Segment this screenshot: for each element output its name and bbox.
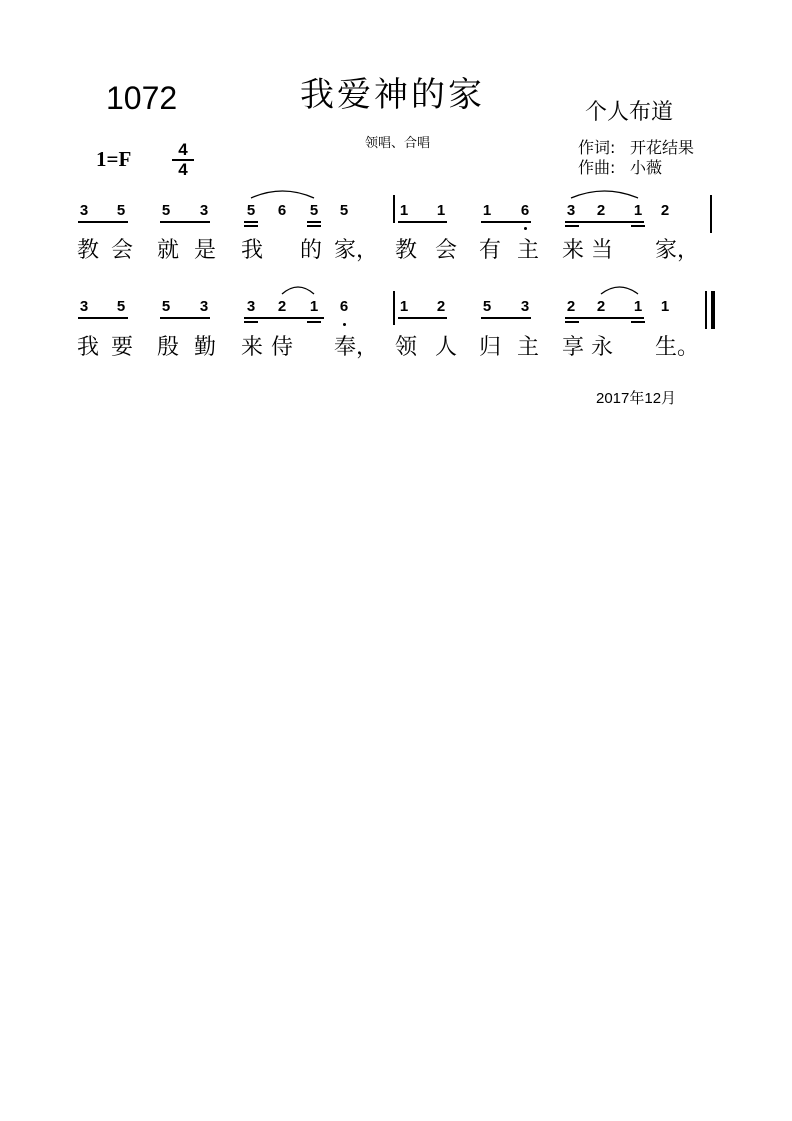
composer-label: 作曲: xyxy=(578,158,616,177)
lyric-char: 领 xyxy=(395,335,418,360)
beam-line-double xyxy=(565,225,579,227)
note: 2 xyxy=(660,202,670,219)
date: 2017年12月 xyxy=(596,390,677,407)
beam-line-double xyxy=(307,321,321,323)
note: 1 xyxy=(660,298,670,315)
beam-line-double xyxy=(631,225,645,227)
beam-line xyxy=(481,317,531,319)
note: 3 xyxy=(79,202,89,219)
note: 1 xyxy=(482,202,492,219)
beam-line xyxy=(160,317,210,319)
lyric-char: 我 xyxy=(77,335,100,360)
note: 3 xyxy=(566,202,576,219)
performance-note: 领唱、合唱 xyxy=(365,136,431,151)
beam-line xyxy=(78,317,128,319)
note: 5 xyxy=(161,298,171,315)
lyric-char: 奉， xyxy=(334,335,379,360)
note: 1 xyxy=(309,298,319,315)
note: 6 xyxy=(277,202,287,219)
composer-line xyxy=(578,158,694,178)
lyric-char: 家， xyxy=(655,238,700,263)
beam-line xyxy=(398,221,447,223)
lyric-char: 会 xyxy=(111,238,134,263)
beam-line-double xyxy=(244,225,258,227)
beam-line xyxy=(398,317,447,319)
lyric-char: 要 xyxy=(111,335,134,360)
lyric-char: 的 xyxy=(300,238,323,263)
final-barline xyxy=(711,291,715,329)
lyric-char: 有 xyxy=(479,238,502,263)
beam-line xyxy=(565,317,644,319)
lyric-char: 永 xyxy=(591,335,614,360)
note: 5 xyxy=(161,202,171,219)
key-signature: 1=F xyxy=(96,147,132,171)
note: 2 xyxy=(596,298,606,315)
note: 3 xyxy=(199,202,209,219)
lyric-char: 来 xyxy=(241,335,264,360)
octave-dot-low xyxy=(343,323,346,326)
beam-line-double xyxy=(565,321,579,323)
beam-line-double xyxy=(244,321,258,323)
beam-line-double xyxy=(631,321,645,323)
note: 2 xyxy=(436,298,446,315)
credits xyxy=(578,138,694,178)
note: 5 xyxy=(116,202,126,219)
lyric-char: 教 xyxy=(395,238,418,263)
time-signature xyxy=(172,142,194,178)
slur xyxy=(282,287,314,294)
beam-line xyxy=(244,221,258,223)
note: 3 xyxy=(199,298,209,315)
lyric-char: 当 xyxy=(591,238,614,263)
lyric-char: 主 xyxy=(517,335,540,360)
lyric-char: 家， xyxy=(334,238,379,263)
lyric-char: 会 xyxy=(435,238,458,263)
beam-line xyxy=(565,221,644,223)
song-title: 我爱神的家 xyxy=(300,75,485,115)
lyric-char: 生。 xyxy=(655,335,700,360)
beam-line xyxy=(481,221,531,223)
song-number: 1072 xyxy=(106,80,178,116)
note: 1 xyxy=(633,202,643,219)
lyric-char: 享 xyxy=(562,335,585,360)
beam-line xyxy=(160,221,210,223)
note: 2 xyxy=(277,298,287,315)
beam-line xyxy=(78,221,128,223)
time-numerator: 4 xyxy=(178,140,188,159)
barline xyxy=(710,195,712,233)
lyricist-line xyxy=(578,138,694,158)
note: 1 xyxy=(399,298,409,315)
note: 6 xyxy=(339,298,349,315)
note: 2 xyxy=(566,298,576,315)
barline xyxy=(393,291,395,325)
lyric-char: 勤 xyxy=(194,335,217,360)
lyricist-name: 开花结果 xyxy=(630,138,695,157)
note: 6 xyxy=(520,202,530,219)
note: 1 xyxy=(436,202,446,219)
beam-line xyxy=(307,221,321,223)
lyric-char: 就 xyxy=(157,238,180,263)
slur xyxy=(601,287,638,294)
note: 1 xyxy=(399,202,409,219)
note: 3 xyxy=(246,298,256,315)
category-label: 个人布道 xyxy=(585,100,674,125)
note: 5 xyxy=(309,202,319,219)
note: 5 xyxy=(482,298,492,315)
note: 3 xyxy=(79,298,89,315)
time-denominator: 4 xyxy=(178,160,188,179)
lyric-char: 主 xyxy=(517,238,540,263)
slur xyxy=(571,191,638,198)
barline xyxy=(705,291,707,329)
lyric-char: 人 xyxy=(435,335,458,360)
barline xyxy=(393,195,395,223)
beam-line xyxy=(244,317,324,319)
lyric-char: 是 xyxy=(194,238,217,263)
beam-line-double xyxy=(307,225,321,227)
lyric-char: 我 xyxy=(241,238,264,263)
note: 5 xyxy=(116,298,126,315)
note: 2 xyxy=(596,202,606,219)
note: 1 xyxy=(633,298,643,315)
note: 5 xyxy=(246,202,256,219)
note: 3 xyxy=(520,298,530,315)
lyric-char: 殷 xyxy=(157,335,180,360)
lyric-char: 归 xyxy=(479,335,502,360)
lyricist-label: 作词: xyxy=(578,138,616,157)
octave-dot-low xyxy=(524,227,527,230)
composer-name: 小薇 xyxy=(630,158,663,177)
lyric-char: 来 xyxy=(562,238,585,263)
slur xyxy=(251,191,314,198)
note: 5 xyxy=(339,202,349,219)
lyric-char: 教 xyxy=(77,238,100,263)
lyric-char: 侍 xyxy=(271,335,294,360)
